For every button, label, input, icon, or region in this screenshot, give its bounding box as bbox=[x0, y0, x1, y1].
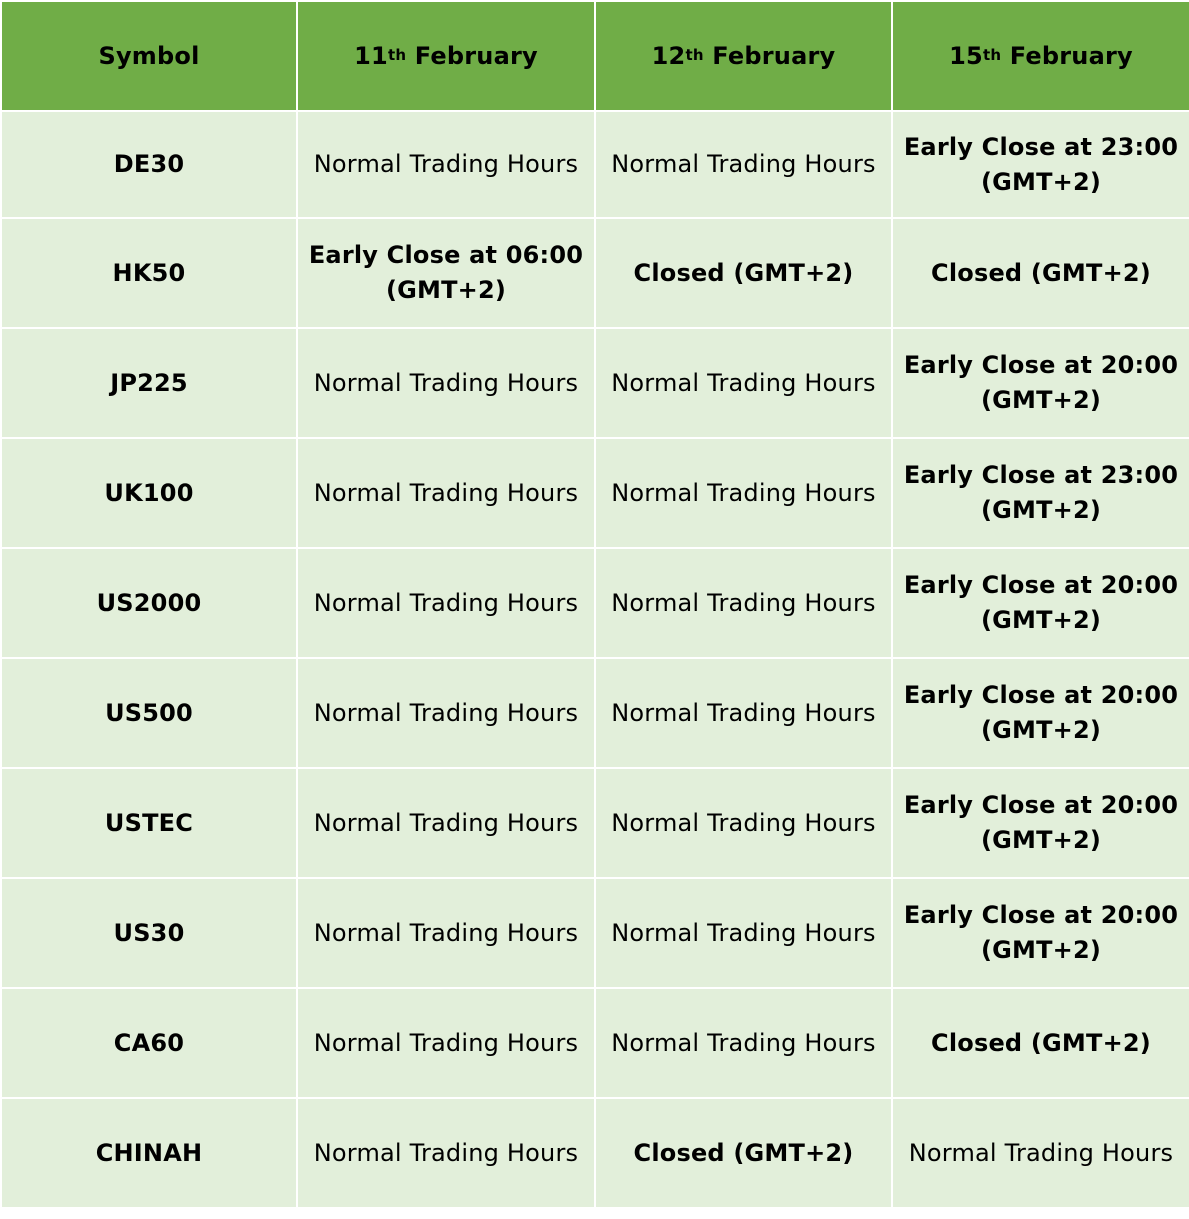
schedule-cell-day-2: Normal Trading Hours bbox=[596, 659, 891, 767]
schedule-cell-day-2: Closed (GMT+2) bbox=[596, 219, 891, 327]
symbol-cell: JP225 bbox=[2, 329, 296, 437]
schedule-line-1: Early Close at 06:00 bbox=[308, 241, 584, 269]
header-date-2-day: 12 bbox=[651, 41, 686, 70]
schedule-cell-day-2: Closed (GMT+2) bbox=[596, 1099, 891, 1207]
schedule-line-2: (GMT+2) bbox=[980, 716, 1102, 744]
schedule-cell-text bbox=[904, 348, 1178, 418]
schedule-cell-day-1: Normal Trading Hours bbox=[298, 989, 594, 1097]
schedule-cell-day-3 bbox=[893, 329, 1189, 437]
schedule-line-2: (GMT+2) bbox=[980, 496, 1102, 524]
schedule-line-1: Early Close at 20:00 bbox=[903, 351, 1179, 379]
header-date-1-day: 11 bbox=[354, 41, 388, 70]
symbol-cell: US2000 bbox=[2, 549, 296, 657]
header-date-2-month: February bbox=[712, 41, 836, 70]
schedule-line-2: (GMT+2) bbox=[980, 826, 1102, 854]
symbol-cell: US500 bbox=[2, 659, 296, 767]
schedule-line-2: (GMT+2) bbox=[980, 386, 1102, 414]
schedule-cell-day-1: Normal Trading Hours bbox=[298, 549, 594, 657]
schedule-line-1: Early Close at 23:00 bbox=[903, 461, 1179, 489]
schedule-cell-day-3 bbox=[893, 549, 1189, 657]
schedule-cell-text bbox=[904, 130, 1178, 200]
schedule-cell-day-3 bbox=[893, 659, 1189, 767]
schedule-line-1: Early Close at 20:00 bbox=[903, 571, 1179, 599]
schedule-cell-day-1: Normal Trading Hours bbox=[298, 439, 594, 547]
schedule-cell-text bbox=[904, 898, 1178, 968]
trading-hours-table bbox=[2, 2, 1185, 1217]
schedule-cell-text bbox=[904, 678, 1178, 748]
schedule-cell-day-3 bbox=[893, 112, 1189, 217]
header-date-3: 15 $^{th}$ February bbox=[893, 2, 1189, 110]
schedule-cell-text bbox=[309, 238, 583, 308]
header-date-1: 11 $^{th}$ February bbox=[298, 2, 594, 110]
schedule-cell-day-3 bbox=[893, 439, 1189, 547]
symbol-cell: CHINAH bbox=[2, 1099, 296, 1207]
header-date-1-month: February bbox=[414, 41, 538, 70]
schedule-cell-text bbox=[904, 568, 1178, 638]
schedule-cell-day-3: Normal Trading Hours bbox=[893, 1099, 1189, 1207]
schedule-line-2: (GMT+2) bbox=[980, 167, 1102, 196]
header-date-2: 12 $^{th}$ February bbox=[596, 2, 891, 110]
header-date-3-month: February bbox=[1009, 41, 1133, 70]
schedule-cell-day-2: Normal Trading Hours bbox=[596, 769, 891, 877]
schedule-cell-day-2: Normal Trading Hours bbox=[596, 329, 891, 437]
symbol-cell: US30 bbox=[2, 879, 296, 987]
schedule-line-1: Early Close at 20:00 bbox=[903, 791, 1179, 819]
schedule-cell-day-1: Normal Trading Hours bbox=[298, 879, 594, 987]
schedule-line-2: (GMT+2) bbox=[385, 276, 507, 304]
schedule-cell-day-3 bbox=[893, 769, 1189, 877]
schedule-cell-day-2: Normal Trading Hours bbox=[596, 989, 891, 1097]
symbol-cell: UK100 bbox=[2, 439, 296, 547]
header-date-3-day: 15 bbox=[949, 41, 983, 70]
schedule-cell-day-1 bbox=[298, 219, 594, 327]
schedule-cell-day-2: Normal Trading Hours bbox=[596, 112, 891, 217]
schedule-cell-day-1: Normal Trading Hours bbox=[298, 1099, 594, 1207]
schedule-cell-day-3: Closed (GMT+2) bbox=[893, 989, 1189, 1097]
schedule-line-1: Early Close at 23:00 bbox=[903, 132, 1179, 161]
symbol-cell: USTEC bbox=[2, 769, 296, 877]
schedule-cell-text bbox=[904, 458, 1178, 528]
schedule-cell-day-2: Normal Trading Hours bbox=[596, 879, 891, 987]
symbol-cell: HK50 bbox=[2, 219, 296, 327]
schedule-line-1: Early Close at 20:00 bbox=[903, 681, 1179, 709]
schedule-line-2: (GMT+2) bbox=[980, 936, 1102, 964]
schedule-cell-day-1: Normal Trading Hours bbox=[298, 659, 594, 767]
header-symbol: Symbol bbox=[2, 2, 296, 110]
schedule-cell-day-1: Normal Trading Hours bbox=[298, 329, 594, 437]
schedule-cell-day-1: Normal Trading Hours bbox=[298, 112, 594, 217]
schedule-cell-day-3: Closed (GMT+2) bbox=[893, 219, 1189, 327]
symbol-cell: CA60 bbox=[2, 989, 296, 1097]
schedule-cell-text bbox=[904, 788, 1178, 858]
symbol-cell: DE30 bbox=[2, 112, 296, 217]
schedule-cell-day-3 bbox=[893, 879, 1189, 987]
schedule-cell-day-1: Normal Trading Hours bbox=[298, 769, 594, 877]
schedule-line-2: (GMT+2) bbox=[980, 606, 1102, 634]
schedule-cell-day-2: Normal Trading Hours bbox=[596, 439, 891, 547]
schedule-cell-day-2: Normal Trading Hours bbox=[596, 549, 891, 657]
schedule-line-1: Early Close at 20:00 bbox=[903, 901, 1179, 929]
